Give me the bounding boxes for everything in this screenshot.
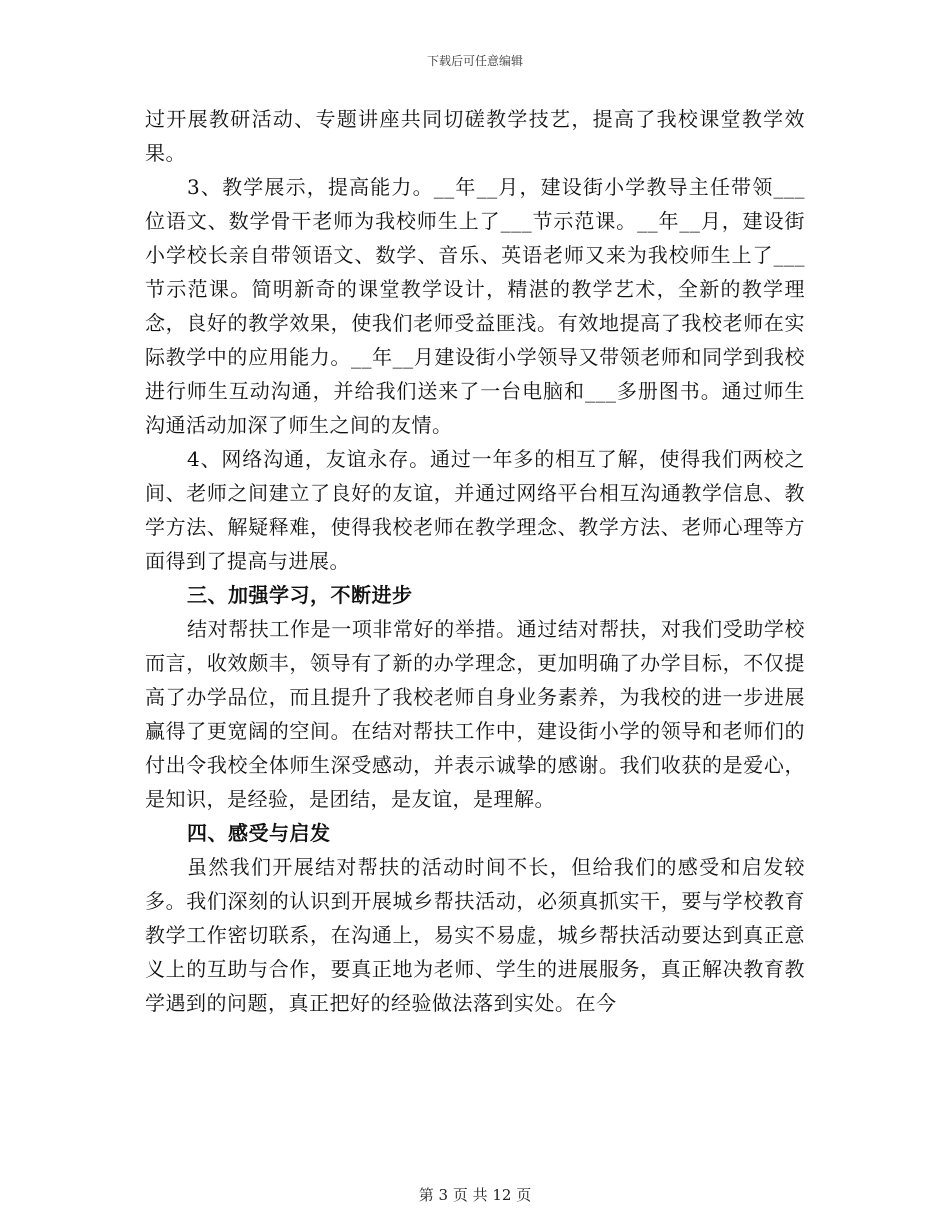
document-body — [145, 102, 805, 1020]
paragraph-feelings-inspiration: 虽然我们开展结对帮扶的活动时间不长，但给我们的感受和启发较多。我们深刻的认识到开展城乡帮扶活动，必须真抓实干，要与学校教育教学工作密切联系，在沟通上，易实不易虚，城乡帮扶活动要达到真正意义上的互助与合作，要真正地为老师、学生的进展服务，真正解决教育教学遇到的问题，真正把好的经验做法落到实处。在今 — [145, 855, 805, 1015]
paragraph-network-communication: 4、网络沟通，友谊永存。通过一年多的相互了解，使得我们两校之间、老师之间建立了良好的友谊，并通过网络平台相互沟通教学信息、教学方法、解疑释难，使得我校老师在教学理念、教学方法、老师心理等方面得到了提高与进展。 — [145, 447, 805, 573]
paragraph-teaching-demonstration: 3、教学展示，提高能力。__年__月，建设街小学教导主任带领___位语文、数学骨干老师为我校师生上了___节示范课。__年__月，建设街小学校长亲自带领语文、数学、音乐、英语老师又来为我校师生上了___节示范课。简明新奇的课堂教学设计，精湛的教学艺术，全新的教学理念，良好的教学效果，使我们老师受益匪浅。有效地提高了我校老师在实际教学中的应用能力。__年__月建设街小学领导又带领老师和同学到我校进行师生互动沟通，并给我们送来了一台电脑和___多册图书。通过师生沟通活动加深了师生之间的友情。 — [145, 175, 805, 437]
section-heading-3: 三、加强学习，不断进步 — [187, 583, 413, 607]
page-header: 下载后可任意编辑 — [426, 54, 523, 68]
paragraph-continuation: 过开展教研活动、专题讲座共同切磋教学技艺，提高了我校课堂教学效果。 — [145, 107, 805, 165]
paragraph-strengthen-learning: 结对帮扶工作是一项非常好的举措。通过结对帮扶，对我们受助学校而言，收效颇丰，领导有了新的办学理念，更加明确了办学目标，不仅提高了办学品位，而且提升了我校老师自身业务素养，为我校的进一步进展赢得了更宽阔的空间。在结对帮扶工作中，建设街小学的领导和老师们的付出令我校全体师生深受感动，并表示诚挚的感谢。我们收获的是爱心，是知识，是经验，是团结，是友谊，是理解。 — [145, 617, 805, 811]
page-footer: 第 3 页 共 12 页 — [418, 1186, 532, 1204]
section-heading-4: 四、感受与启发 — [187, 821, 331, 845]
